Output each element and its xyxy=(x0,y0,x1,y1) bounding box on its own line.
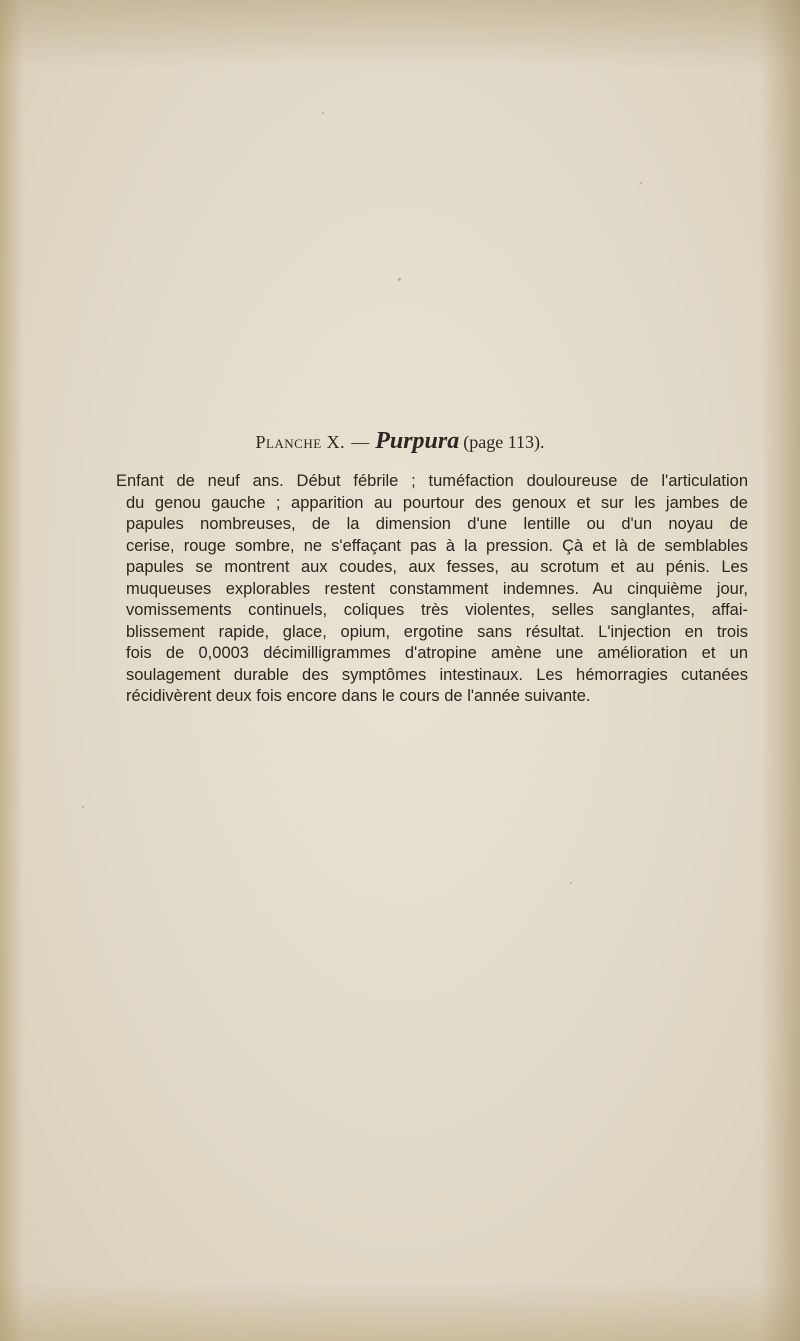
description-line: papules nombreuses, de la dimension d'une lentille ou d'un noyau de xyxy=(126,515,748,533)
plate-subject: Purpura xyxy=(375,428,460,454)
description-line: cerise, rouge sombre, ne s'effaçant pas à la pression. Çà et là de semblables xyxy=(126,536,748,555)
plate-heading xyxy=(0,428,800,455)
paper-speck xyxy=(82,806,84,808)
paper-edge-top xyxy=(0,0,800,70)
case-description xyxy=(116,471,748,708)
description-line: blissement rapide, glace, opium, ergotine sans résultat. L'injection en trois xyxy=(126,622,748,641)
paper-edge-left xyxy=(0,0,24,1341)
description-line: soulagement durable des symptômes intestinaux. Les hémorragies cutanées xyxy=(126,665,748,684)
plate-label: Planche X. xyxy=(255,432,346,452)
description-line: Enfant de neuf ans. Début fébrile ; tuméfaction douloureuse de l'articulation xyxy=(116,472,748,490)
description-line: du genou gauche ; apparition au pourtour des genoux et sur les jambes de xyxy=(126,493,748,512)
paper-edge-right xyxy=(760,0,800,1341)
heading-dash: — xyxy=(351,432,370,452)
description-line: papules se montrent aux coudes, aux fesses, au scrotum et au pénis. Les xyxy=(126,558,748,576)
paper-edge-bottom xyxy=(0,1281,800,1341)
paper-speck xyxy=(570,882,572,884)
paper-speck xyxy=(640,182,642,184)
description-line: fois de 0,0003 décimilligrammes d'atropine amène une amélioration et un xyxy=(126,644,748,662)
paper-speck xyxy=(398,278,401,281)
paper-speck xyxy=(322,112,324,114)
description-line: récidivèrent deux fois encore dans le cours de l'année suivante. xyxy=(126,687,591,705)
page-reference: (page 113). xyxy=(463,432,545,452)
description-line: vomissements continuels, coliques très violentes, selles sanglantes, affai- xyxy=(126,601,748,619)
description-line: muqueuses explorables restent constamment indemnes. Au cinquième jour, xyxy=(126,579,748,598)
